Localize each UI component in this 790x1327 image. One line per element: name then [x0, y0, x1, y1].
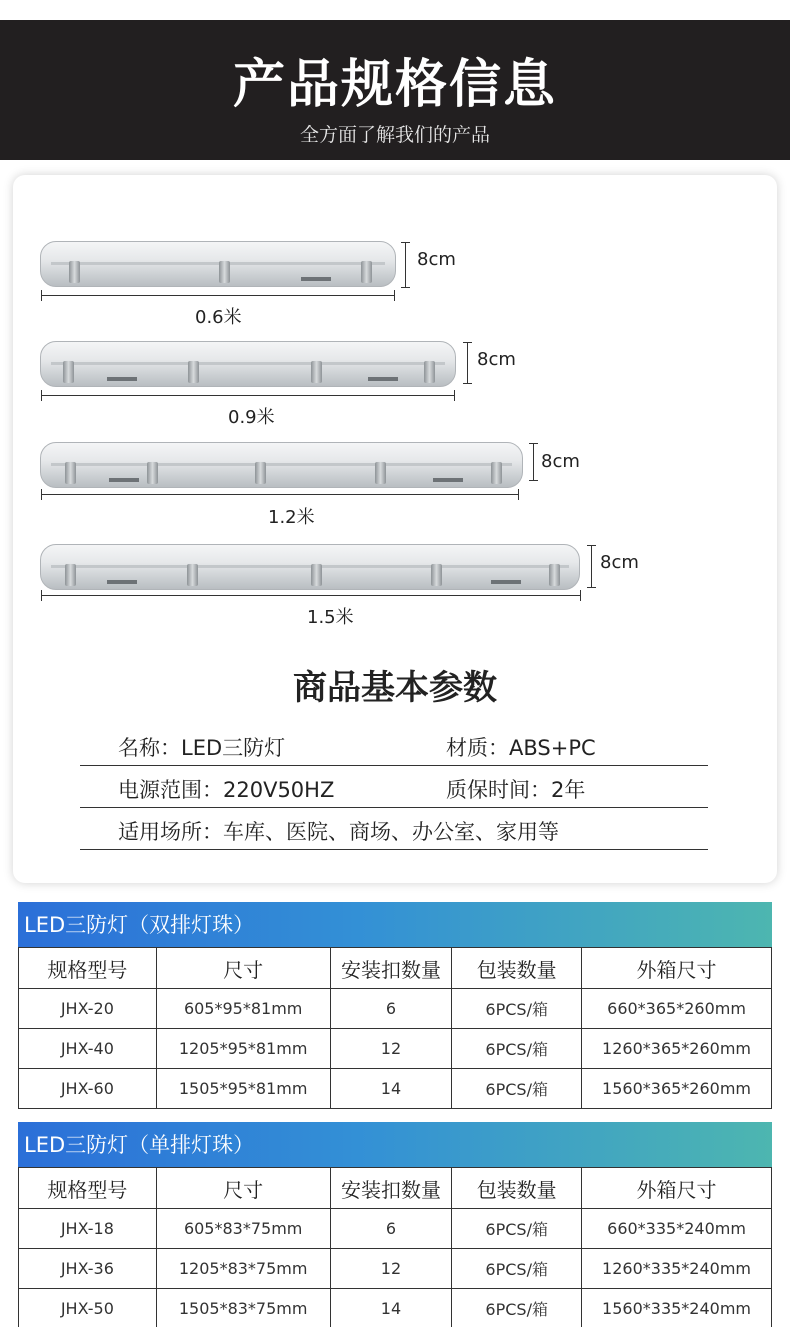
length-dim-tick	[41, 290, 42, 301]
table-row	[19, 1249, 772, 1289]
header-clips: 安装扣数量	[330, 1168, 452, 1209]
cell-package: 6PCS/箱	[452, 1289, 582, 1327]
cell-package: 6PCS/箱	[452, 1209, 582, 1249]
table-header-row	[19, 1168, 772, 1209]
header-clips: 安装扣数量	[330, 948, 452, 989]
page-header	[0, 20, 790, 160]
cell-model: JHX-60	[19, 1069, 157, 1109]
length-dim-tick	[41, 590, 42, 601]
length-label: 1.5米	[307, 607, 354, 628]
cell-size: 1505*83*75mm	[156, 1289, 330, 1327]
cell-package: 6PCS/箱	[452, 1249, 582, 1289]
table-row	[19, 1069, 772, 1109]
header-package: 包装数量	[452, 948, 582, 989]
height-label: 8cm	[541, 451, 580, 472]
cell-size: 605*83*75mm	[156, 1209, 330, 1249]
header-size: 尺寸	[156, 948, 330, 989]
length-label: 0.9米	[228, 407, 275, 428]
length-label: 0.6米	[195, 307, 242, 328]
height-dim-tick	[529, 443, 538, 444]
header-carton: 外箱尺寸	[582, 948, 772, 989]
height-label: 8cm	[600, 552, 639, 573]
params-row	[80, 724, 708, 766]
length-dim-tick	[580, 590, 581, 601]
param-usage: 适用场所：车库、医院、商场、办公室、家用等	[118, 820, 559, 844]
length-dim-line	[41, 395, 455, 396]
length-dim-line	[41, 494, 519, 495]
height-dim-tick	[463, 342, 472, 343]
cell-size: 1205*83*75mm	[156, 1249, 330, 1289]
cell-carton: 660*365*260mm	[582, 989, 772, 1029]
height-label: 8cm	[477, 349, 516, 370]
height-dim-line	[467, 342, 468, 384]
cell-model: JHX-40	[19, 1029, 157, 1069]
cell-clips: 14	[330, 1289, 452, 1327]
cell-package: 6PCS/箱	[452, 1029, 582, 1069]
cell-clips: 6	[330, 989, 452, 1029]
lamp-image-1-5m	[40, 544, 580, 590]
length-dim-tick	[454, 390, 455, 401]
cell-carton: 1560*335*240mm	[582, 1289, 772, 1327]
table-row	[19, 1029, 772, 1069]
cell-carton: 1260*335*240mm	[582, 1249, 772, 1289]
page-title: 产品规格信息	[232, 55, 557, 115]
lamp-image-0-9m	[40, 341, 456, 387]
cell-clips: 14	[330, 1069, 452, 1109]
table-row	[19, 1289, 772, 1327]
height-dim-tick	[401, 242, 410, 243]
param-name: 名称：LED三防灯	[118, 736, 286, 760]
height-dim-line	[591, 545, 592, 588]
cell-carton: 1560*365*260mm	[582, 1069, 772, 1109]
header-model: 规格型号	[19, 1168, 157, 1209]
cell-size: 1505*95*81mm	[156, 1069, 330, 1109]
cell-clips: 12	[330, 1029, 452, 1069]
length-dim-tick	[41, 489, 42, 500]
height-label: 8cm	[417, 249, 456, 270]
table-title: LED三防灯（双排灯珠）	[18, 902, 772, 947]
param-warranty: 质保时间：2年	[446, 778, 586, 802]
table-header-row	[19, 948, 772, 989]
params-row	[80, 766, 708, 808]
table-title: LED三防灯（单排灯珠）	[18, 1122, 772, 1167]
header-size: 尺寸	[156, 1168, 330, 1209]
height-dim-line	[405, 242, 406, 288]
header-package: 包装数量	[452, 1168, 582, 1209]
params-title: 商品基本参数	[293, 668, 497, 708]
table-row	[19, 989, 772, 1029]
length-dim-tick	[394, 290, 395, 301]
cell-model: JHX-36	[19, 1249, 157, 1289]
cell-model: JHX-18	[19, 1209, 157, 1249]
param-power: 电源范围：220V50HZ	[118, 778, 335, 802]
page-subtitle: 全方面了解我们的产品	[299, 124, 490, 146]
length-dim-tick	[41, 390, 42, 401]
cell-size: 1205*95*81mm	[156, 1029, 330, 1069]
header-carton: 外箱尺寸	[582, 1168, 772, 1209]
height-dim-line	[533, 443, 534, 481]
length-dim-tick	[518, 489, 519, 500]
length-dim-line	[41, 295, 395, 296]
params-row	[80, 808, 708, 850]
header-model: 规格型号	[19, 948, 157, 989]
height-dim-tick	[587, 587, 596, 588]
height-dim-tick	[587, 545, 596, 546]
cell-model: JHX-50	[19, 1289, 157, 1327]
lamp-image-0-6m	[40, 241, 396, 287]
cell-package: 6PCS/箱	[452, 1069, 582, 1109]
cell-clips: 12	[330, 1249, 452, 1289]
cell-package: 6PCS/箱	[452, 989, 582, 1029]
cell-clips: 6	[330, 1209, 452, 1249]
length-dim-line	[41, 595, 581, 596]
cell-carton: 660*335*240mm	[582, 1209, 772, 1249]
cell-model: JHX-20	[19, 989, 157, 1029]
length-label: 1.2米	[268, 507, 315, 528]
height-dim-tick	[401, 287, 410, 288]
cell-size: 605*95*81mm	[156, 989, 330, 1029]
param-material: 材质：ABS+PC	[446, 736, 596, 760]
height-dim-tick	[529, 480, 538, 481]
table-row	[19, 1209, 772, 1249]
height-dim-tick	[463, 383, 472, 384]
lamp-image-1-2m	[40, 442, 523, 488]
cell-carton: 1260*365*260mm	[582, 1029, 772, 1069]
